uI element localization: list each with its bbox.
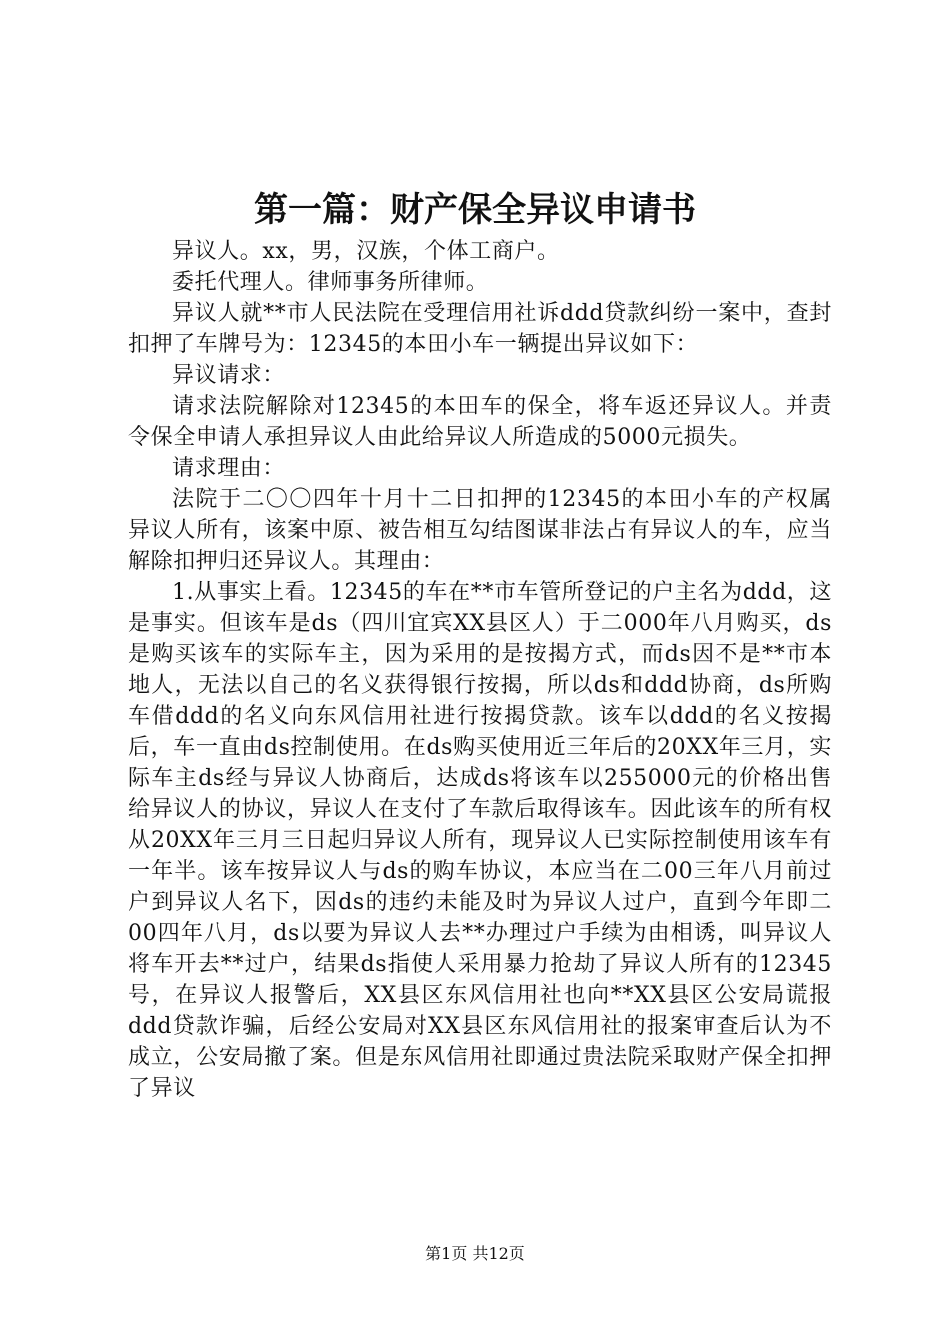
document-title: 第一篇：财产保全异议申请书	[254, 190, 696, 230]
paragraph-objector-info: 异议人。xx，男，汉族，个体工商户。	[172, 239, 560, 264]
paragraph-reasons-intro: 法院于二〇〇四年十月十二日扣押的12345的本田小车的产权属异议人所有，该案中原、被告相互勾结图谋非法占有异议人的车，应当解除扣押归还异议人。其理由：	[128, 487, 832, 574]
heading-request-reasons: 请求理由：	[172, 456, 286, 481]
paragraph-objection-intro: 异议人就**市人民法院在受理信用社诉ddd贷款纠纷一案中，查封扣押了车牌号为：12345的本田小车一辆提出异议如下：	[128, 301, 832, 357]
paragraph-agent-info: 委托代理人。律师事务所律师。	[172, 270, 489, 295]
heading-objection-request: 异议请求：	[172, 363, 286, 388]
paragraph-request-content: 请求法院解除对12345的本田车的保全，将车返还异议人。并责令保全申请人承担异议人由此给异议人所造成的5000元损失。	[128, 394, 832, 450]
paragraph-reason-facts: 1.从事实上看。12345的车在**市车管所登记的户主名为ddd，这是事实。但该车是ds（四川宜宾XX县区人）于二000年八月购买，ds是购买该车的实际车主，因为采用的是按揭方式，而ds因不是**市本地人，无法以自己的名义获得银行按揭，所以ds和ddd协商，ds所购车借ddd的名义向东风信用社进行按揭贷款。该车以ddd的名义按揭后，车一直由ds控制使用。在ds购买使用近三年后的20XX年三月，实际车主ds经与异议人协商后，达成ds将该车以255000元的价格出售给异议人的协议，异议人在支付了车款后取得该车。因此该车的所有权从20XX年三月三日起归异议人所有，现异议人已实际控制使用该车有一年半。该车按异议人与ds的购车协议，本应当在二00三年八月前过户到异议人名下，因ds的违约未能及时为异议人过户，直到今年即二00四年八月，ds以要为异议人去**办理过户手续为由相诱，叫异议人将车开去**过户，结果ds指使人采用暴力抢劫了异议人所有的12345号，在异议人报警后，XX县区东风信用社也向**XX县区公安局谎报ddd贷款诈骗，后经公安局对XX县区东风信用社的报案审查后认为不成立，公安局撤了案。但是东风信用社即通过贵法院采取财产保全扣押了异议	[128, 580, 832, 1101]
document-body	[128, 236, 832, 1104]
page-number: 第1页 共12页	[425, 1244, 525, 1263]
